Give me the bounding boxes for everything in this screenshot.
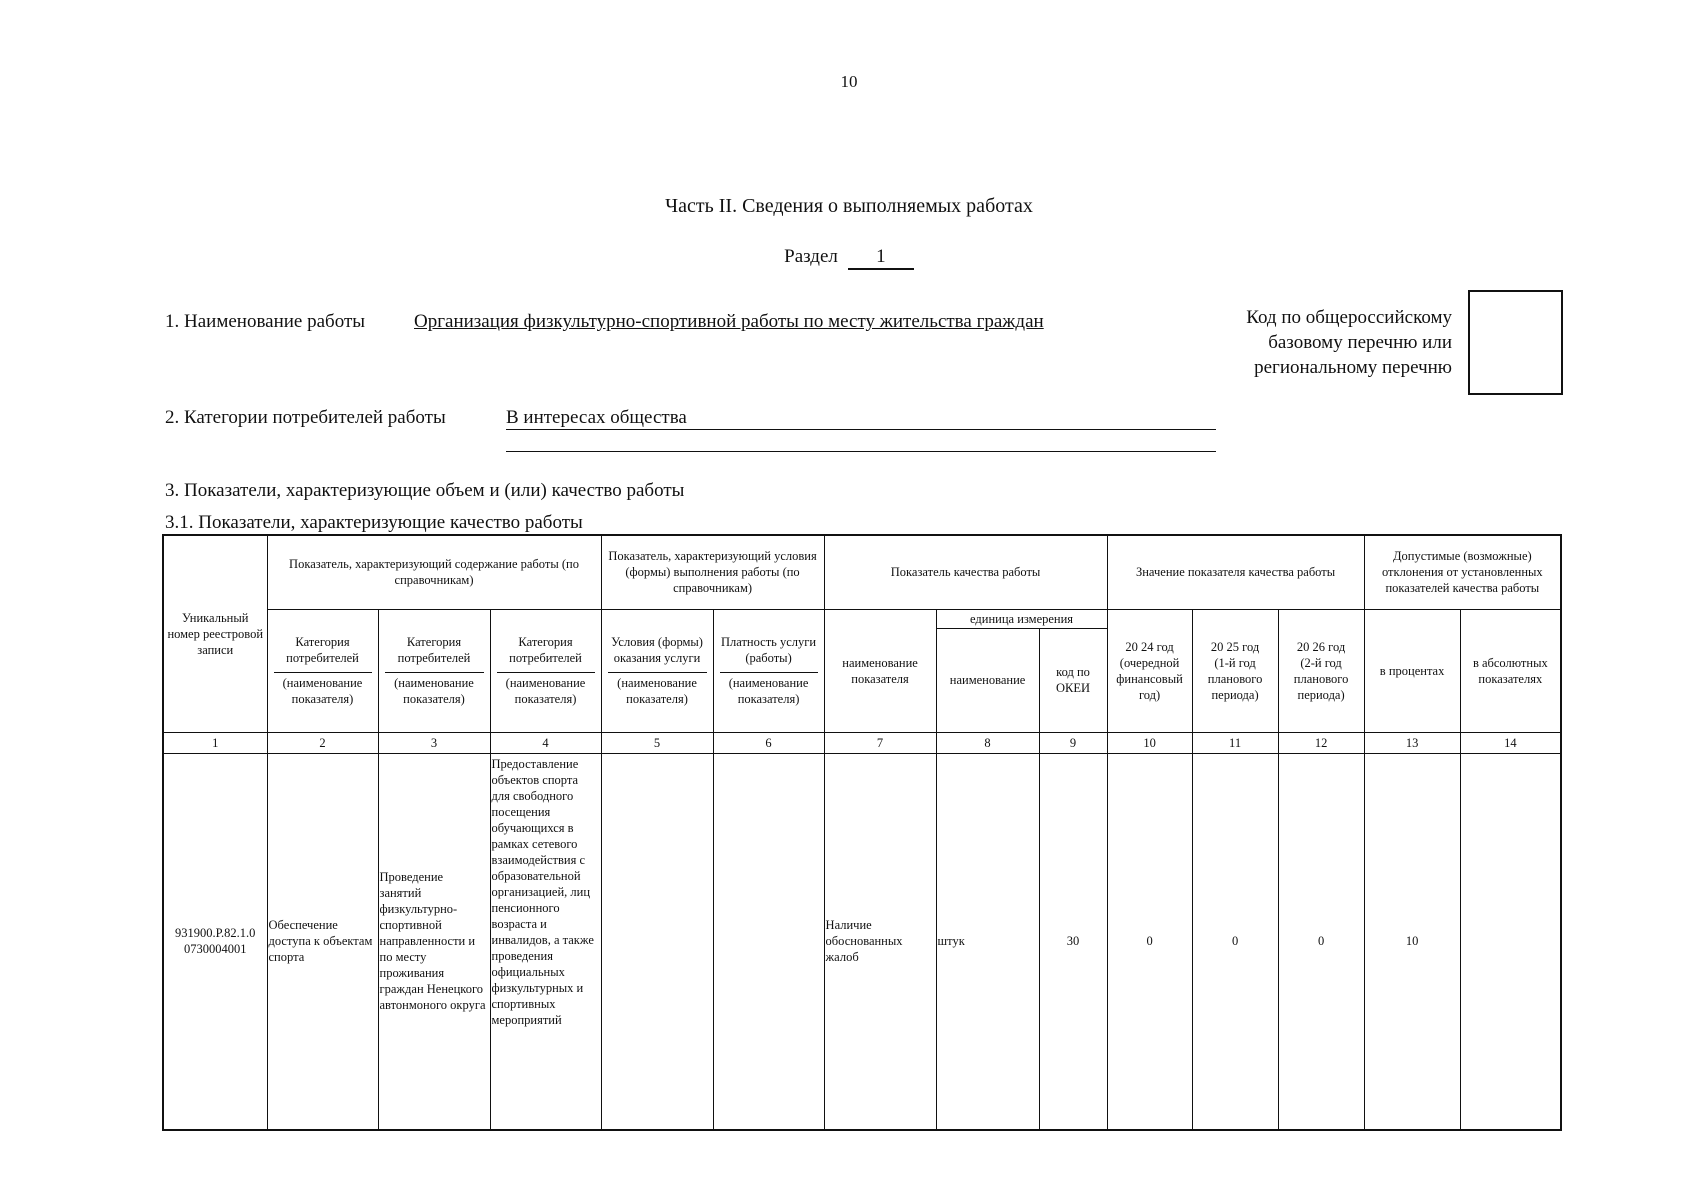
section31-heading: 3.1. Показатели, характеризующие качество работы bbox=[165, 512, 583, 533]
col-number: 11 bbox=[1192, 732, 1278, 753]
header-col-4-note: (наименование показателя) bbox=[505, 676, 586, 706]
page-number: 10 bbox=[840, 72, 858, 91]
header-unit: единица измерения bbox=[936, 609, 1107, 628]
header-col-11-year: 20 25 год bbox=[1210, 639, 1260, 654]
quality-table bbox=[162, 534, 1562, 1131]
code-label-line: базовому перечню или bbox=[1268, 332, 1452, 353]
col-number: 9 bbox=[1039, 732, 1107, 753]
col-number: 8 bbox=[936, 732, 1039, 753]
section-line bbox=[0, 246, 1698, 270]
header-col-12-year: 20 26 год bbox=[1296, 639, 1346, 654]
code-label-line: региональному перечню bbox=[1254, 357, 1452, 378]
header-conditions-indicator: Показатель, характеризующий условия (формы) выполнения работы (по справочникам) bbox=[601, 535, 824, 609]
header-col-2 bbox=[267, 609, 378, 732]
consumers-label: 2. Категории потребителей работы bbox=[165, 407, 446, 428]
header-allowed-deviation: Допустимые (возможные) отклонения от установленных показателей качества работы bbox=[1364, 535, 1561, 609]
cell-col-5 bbox=[601, 753, 713, 1130]
col-number: 12 bbox=[1278, 732, 1364, 753]
header-col-2-note: (наименование показателя) bbox=[282, 676, 363, 706]
header-col-10 bbox=[1107, 609, 1192, 732]
consumers-underline-2 bbox=[506, 451, 1216, 452]
header-col-2-title: Категория потребителей bbox=[286, 635, 359, 665]
consumers-value: В интересах общества bbox=[506, 407, 687, 428]
consumers-underline bbox=[506, 429, 1216, 430]
divider bbox=[497, 672, 595, 673]
cell-col-6 bbox=[713, 753, 824, 1130]
part-title: Часть II. Сведения о выполняемых работах bbox=[665, 195, 1033, 217]
work-name-value: Организация физкультурно-спортивной работы по месту жительства граждан bbox=[414, 311, 1044, 332]
cell-col-9: 30 bbox=[1039, 753, 1107, 1130]
header-col-7: наименование показателя bbox=[824, 609, 936, 732]
header-col-3 bbox=[378, 609, 490, 732]
cell-col-12: 0 bbox=[1278, 753, 1364, 1130]
header-quality-indicator: Показатель качества работы bbox=[824, 535, 1107, 609]
col-number: 7 bbox=[824, 732, 936, 753]
header-col-5 bbox=[601, 609, 713, 732]
header-col-5-title: Условия (формы) оказания услуги bbox=[611, 635, 703, 665]
header-col-11 bbox=[1192, 609, 1278, 732]
col-number: 3 bbox=[378, 732, 490, 753]
header-col-11-desc: (1-й год планового периода) bbox=[1207, 655, 1263, 702]
header-col-14: в абсолютных показателях bbox=[1460, 609, 1561, 732]
divider bbox=[720, 672, 818, 673]
cell-col-4: Предоставление объектов спорта для свободного посещения обучающихся в рамках сетевого взаимодействия с образовательной организацией, лиц пенсионного возраста и инвалидов, а также проведения официальных физкультурных и спортивных мероприятий bbox=[490, 753, 601, 1130]
header-col-10-desc: (очередной финансовый год) bbox=[1116, 655, 1183, 702]
header-col-12-desc: (2-й год планового периода) bbox=[1293, 655, 1349, 702]
col-number: 4 bbox=[490, 732, 601, 753]
code-label-line: Код по общероссийскому bbox=[1246, 307, 1452, 328]
col-number: 1 bbox=[163, 732, 267, 753]
cell-col-14 bbox=[1460, 753, 1561, 1130]
cell-col-11: 0 bbox=[1192, 753, 1278, 1130]
section3-heading: 3. Показатели, характеризующие объем и (или) качество работы bbox=[165, 480, 685, 501]
code-box bbox=[1468, 290, 1563, 395]
cell-col-3: Проведение занятий физкультурно-спортивной направленности и по месту проживания граждан Ненецкого автонмоного округа bbox=[378, 753, 490, 1130]
divider bbox=[274, 672, 372, 673]
header-col-12 bbox=[1278, 609, 1364, 732]
col-number: 10 bbox=[1107, 732, 1192, 753]
section-number: 1 bbox=[848, 246, 914, 270]
header-col-6-note: (наименование показателя) bbox=[728, 676, 809, 706]
cell-col-10: 0 bbox=[1107, 753, 1192, 1130]
header-col-6-title: Платность услуги (работы) bbox=[720, 635, 817, 665]
col-number: 5 bbox=[601, 732, 713, 753]
header-col-8: наименование bbox=[936, 628, 1039, 732]
header-col-6 bbox=[713, 609, 824, 732]
header-unique-number: Уникальный номер реестровой записи bbox=[163, 535, 267, 732]
header-col-13: в процентах bbox=[1364, 609, 1460, 732]
divider bbox=[385, 672, 484, 673]
header-col-3-title: Категория потребителей bbox=[397, 635, 471, 665]
header-col-10-year: 20 24 год bbox=[1125, 639, 1174, 654]
code-label bbox=[1150, 305, 1452, 380]
header-col-3-note: (наименование показателя) bbox=[394, 676, 474, 706]
header-content-indicator: Показатель, характеризующий содержание работы (по справочникам) bbox=[267, 535, 601, 609]
header-col-4-title: Категория потребителей bbox=[509, 635, 582, 665]
header-col-4 bbox=[490, 609, 601, 732]
col-number: 13 bbox=[1364, 732, 1460, 753]
table-row bbox=[163, 753, 1561, 1130]
header-indicator-value: Значение показателя качества работы bbox=[1107, 535, 1364, 609]
header-col-9: код по ОКЕИ bbox=[1039, 628, 1107, 732]
work-name-label: 1. Наименование работы bbox=[165, 311, 366, 332]
divider bbox=[608, 672, 707, 673]
cell-col-7: Наличие обоснованных жалоб bbox=[824, 753, 936, 1130]
section-label: Раздел bbox=[784, 246, 838, 267]
cell-col-2: Обеспечение доступа к объектам спорта bbox=[267, 753, 378, 1130]
col-number: 6 bbox=[713, 732, 824, 753]
cell-col-13: 10 bbox=[1364, 753, 1460, 1130]
col-number: 14 bbox=[1460, 732, 1561, 753]
header-col-5-note: (наименование показателя) bbox=[617, 676, 697, 706]
cell-col-8: штук bbox=[936, 753, 1039, 1130]
registry-number: 931900.Р.82.1.0 0730004001 bbox=[163, 753, 267, 1130]
col-number: 2 bbox=[267, 732, 378, 753]
